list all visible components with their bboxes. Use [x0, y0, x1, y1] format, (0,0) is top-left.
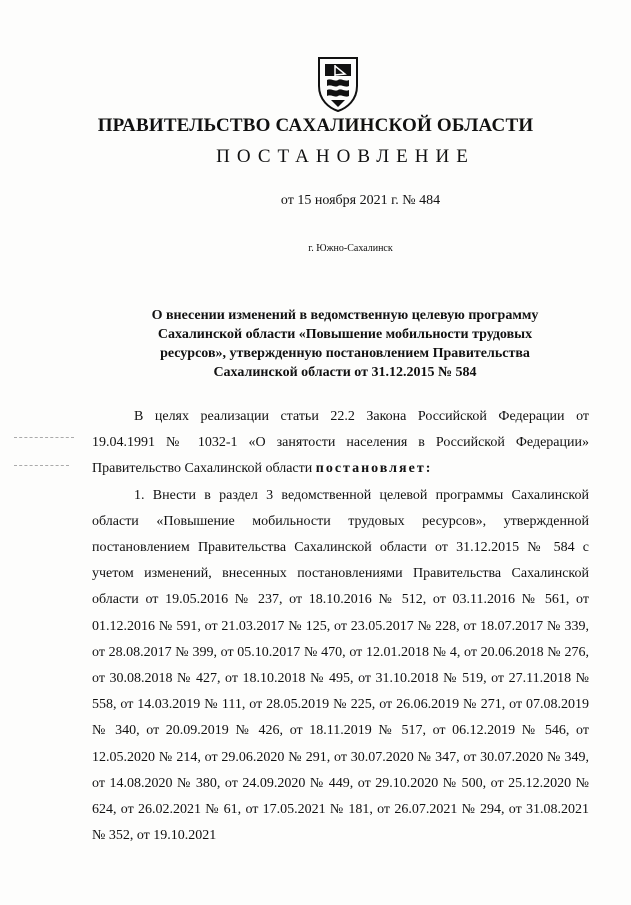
clause-1-paragraph: 1. Внести в раздел 3 ведомственной целевой программы Сахалинской области «Повышение мобильности трудовых ресурсов», утвержденной постановлением Правительства Сахалинской области от 31.12.2015 № 584 с учетом изменений, внесенных постановлениями Правительства Сахалинской области от 19.05.2016 № 237, от 18.10.2016 № 512, от 03.11.2016 № 561, от 01.12.2016 № 591, от 21.03.2017 № 125, от 23.05.2017 № 228, от 18.07.2017 № 339, от 28.08.2017 № 399, от 05.10.2017 № 470, от 12.01.2018 № 4, от 20.06.2018 № 276, от 30.08.2018 № 427, от 18.10.2018 № 495, от 31.10.2018 № 519, от 27.11.2018 № 558, от 14.03.2019 № 111, от 28.05.2019 № 225, от 26.06.2019 № 271, от 07.08.2019 № 340, от 20.09.2019 № 426, от 18.11.2019 № 517, от 06.12.2019 № 546, от 12.05.2020 № 214, от 29.06.2020 № 291, от 30.07.2020 № 347, от 30.07.2020 № 349, от 14.08.2020 № 380, от 24.09.2020 № 449, от 29.10.2020 № 500, от 25.12.2020 № 624, от 26.02.2021 № 61, от 17.05.2021 № 181, от 26.07.2021 № 294, от 31.08.2021 № 352, от 19.10.2021	[92, 487, 589, 844]
coat-of-arms-emblem	[315, 56, 361, 112]
preamble-text: В целях реализации статьи 22.2 Закона Российской Федерации от 19.04.1991 № 1032-1 «О занятости населения в Российской Федерации» Правительство Сахалинской области	[92, 409, 589, 477]
government-title: ПРАВИТЕЛЬСТВО САХАЛИНСКОЙ ОБЛАСТИ	[97, 115, 534, 136]
subject-line: Сахалинской области от 31.12.2015 № 584	[213, 365, 477, 380]
document-type-title: ПОСТАНОВЛЕНИЕ	[216, 146, 475, 167]
subject-line: Сахалинской области «Повышение мобильности трудовых	[157, 327, 533, 342]
subject-line: О внесении изменений в ведомственную целевую программу	[151, 308, 539, 323]
document-date-number: от 15 ноября 2021 г. № 484	[280, 193, 441, 208]
document-body	[92, 404, 589, 849]
decree-word: постановляет:	[315, 461, 433, 477]
preamble-paragraph	[92, 404, 589, 483]
document-subject	[120, 306, 570, 382]
margin-scan-mark	[14, 437, 74, 438]
margin-scan-mark	[14, 465, 69, 466]
subject-line: ресурсов», утвержденную постановлением Правительства	[160, 346, 530, 361]
issue-city: г. Южно-Сахалинск	[308, 243, 393, 254]
